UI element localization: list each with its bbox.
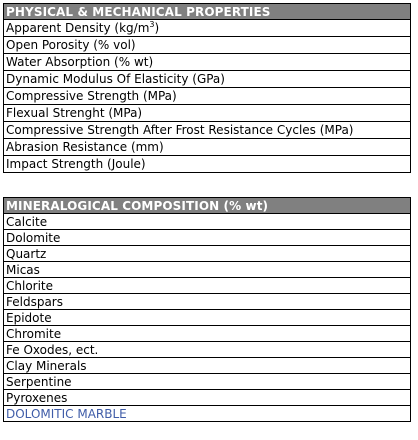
property-abrasion-resistance: Abrasion Resistance (mm) <box>4 139 411 156</box>
mineral-header-row <box>4 198 411 214</box>
physical-mechanical-table <box>3 3 411 173</box>
table-row <box>4 122 411 139</box>
table-row <box>4 278 411 294</box>
table-row <box>4 390 411 406</box>
mineral-feldspars: Feldspars <box>4 294 411 310</box>
physical-header: PHYSICAL & MECHANICAL PROPERTIES <box>4 4 411 20</box>
mineral-epidote: Epidote <box>4 310 411 326</box>
table-row <box>4 20 411 37</box>
mineral-pyroxenes: Pyroxenes <box>4 390 411 406</box>
table-row <box>4 294 411 310</box>
table-row <box>4 358 411 374</box>
table-row <box>4 214 411 230</box>
table-row <box>4 310 411 326</box>
mineral-header: MINERALOGICAL COMPOSITION (% wt) <box>4 198 411 214</box>
physical-header-row <box>4 4 411 20</box>
property-impact-strength: Impact Strength (Joule) <box>4 156 411 173</box>
table-row <box>4 230 411 246</box>
mineral-chlorite: Chlorite <box>4 278 411 294</box>
table-row <box>4 139 411 156</box>
property-water-absorption: Water Absorption (% wt) <box>4 54 411 71</box>
mineral-serpentine: Serpentine <box>4 374 411 390</box>
property-flexual-strength: Flexual Strenght (MPa) <box>4 105 411 122</box>
table-row <box>4 262 411 278</box>
table-row <box>4 374 411 390</box>
table-row <box>4 342 411 358</box>
mineral-quartz: Quartz <box>4 246 411 262</box>
table-row <box>4 54 411 71</box>
stone-type-label: DOLOMITIC MARBLE <box>4 406 411 422</box>
mineral-fe-oxides: Fe Oxodes, ect. <box>4 342 411 358</box>
property-apparent-density: Apparent Density $(kg/m^3)$ <box>4 20 411 37</box>
mineral-clay-minerals: Clay Minerals <box>4 358 411 374</box>
property-dynamic-modulus: Dynamic Modulus Of Elasticity (GPa) <box>4 71 411 88</box>
table-row <box>4 88 411 105</box>
table-row <box>4 326 411 342</box>
table-row <box>4 156 411 173</box>
mineralogical-composition-table <box>3 197 411 422</box>
table-row <box>4 105 411 122</box>
table-row <box>4 246 411 262</box>
mineral-micas: Micas <box>4 262 411 278</box>
property-open-porosity: Open Porosity (% vol) <box>4 37 411 54</box>
table-row <box>4 71 411 88</box>
table-row <box>4 37 411 54</box>
property-frost-compressive-strength: Compressive Strength After Frost Resistance Cycles (MPa) <box>4 122 411 139</box>
mineral-calcite: Calcite <box>4 214 411 230</box>
property-compressive-strength: Compressive Strength (MPa) <box>4 88 411 105</box>
mineral-dolomite: Dolomite <box>4 230 411 246</box>
mineral-chromite: Chromite <box>4 326 411 342</box>
footer-row <box>4 406 411 422</box>
